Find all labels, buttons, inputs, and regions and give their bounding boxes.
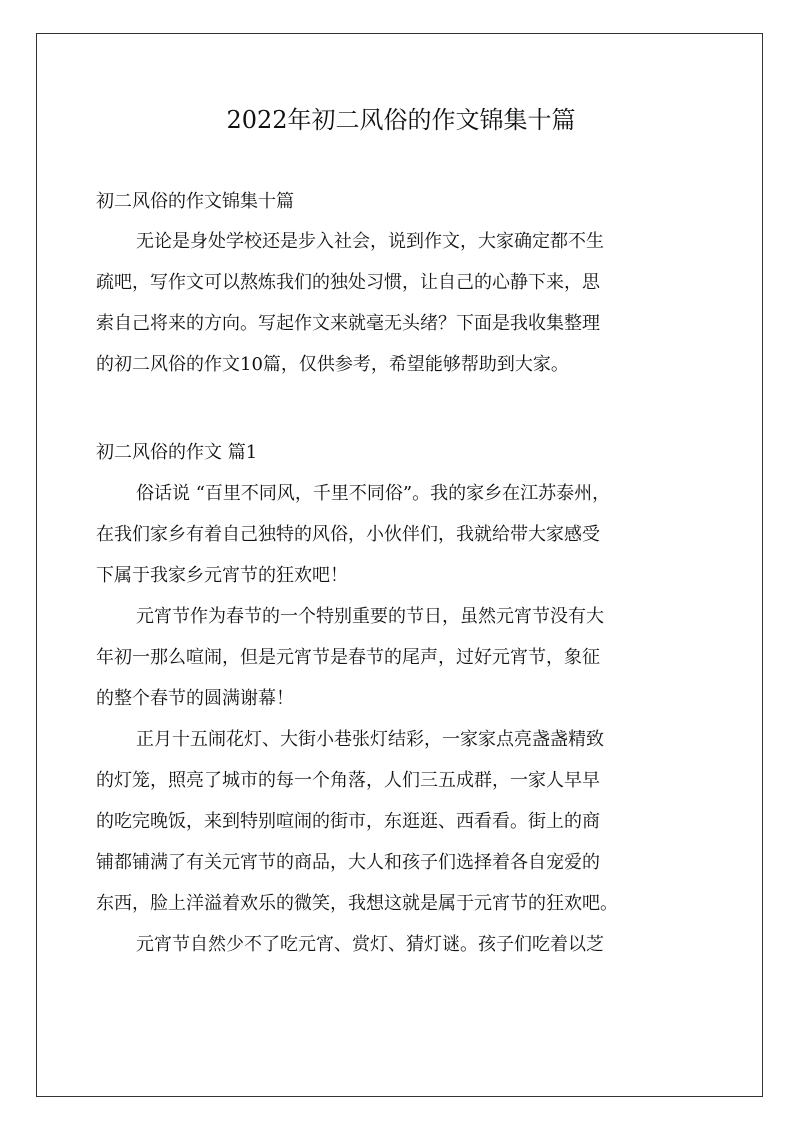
section-heading: 初二风俗的作文 篇1 (96, 442, 258, 463)
intro-line-1: 无论是身处学校还是步入社会，说到作文，大家确定都不生 (136, 231, 604, 252)
document-title: 2022年初二风俗的作文锦集十篇 (226, 106, 576, 134)
intro-line-2: 疏吧，写作文可以熬炼我们的独处习惯，让自己的心静下来，思 (96, 272, 600, 293)
intro-line-3: 索自己将来的方向。写起作文来就毫无头绪？下面是我收集整理 (96, 313, 600, 334)
section-line-9: 的吃完晚饭，来到特别喧闹的街市，东逛逛、西看看。街上的商 (96, 811, 600, 832)
section-line-12: 元宵节自然少不了吃元宵、赏灯、猜灯谜。孩子们吃着以芝 (136, 934, 604, 955)
section-line-3: 下属于我家乡元宵节的狂欢吧！ (96, 565, 348, 586)
section-line-5: 年初一那么喧闹，但是元宵节是春节的尾声，过好元宵节，象征 (96, 647, 600, 668)
intro-heading: 初二风俗的作文锦集十篇 (96, 191, 294, 212)
section-line-2: 在我们家乡有着自己独特的风俗，小伙伴们，我就给带大家感受 (96, 524, 600, 545)
section-line-10: 铺都铺满了有关元宵节的商品，大人和孩子们选择着各自宠爱的 (96, 852, 600, 873)
section-line-8: 的灯笼，照亮了城市的每一个角落，人们三五成群，一家人早早 (96, 770, 600, 791)
section-line-7: 正月十五闹花灯、大街小巷张灯结彩，一家家点亮盏盏精致 (136, 729, 604, 750)
section-line-4: 元宵节作为春节的一个特别重要的节日，虽然元宵节没有大 (136, 606, 604, 627)
section-line-1: 俗话说 “百里不同风，千里不同俗”。我的家乡在江苏泰州， (136, 483, 611, 504)
section-line-6: 的整个春节的圆满谢幕！ (96, 688, 294, 709)
section-line-11: 东西，脸上洋溢着欢乐的微笑，我想这就是属于元宵节的狂欢吧。 (96, 893, 618, 914)
intro-line-4: 的初二风俗的作文10篇，仅供参考，希望能够帮助到大家。 (96, 354, 569, 375)
